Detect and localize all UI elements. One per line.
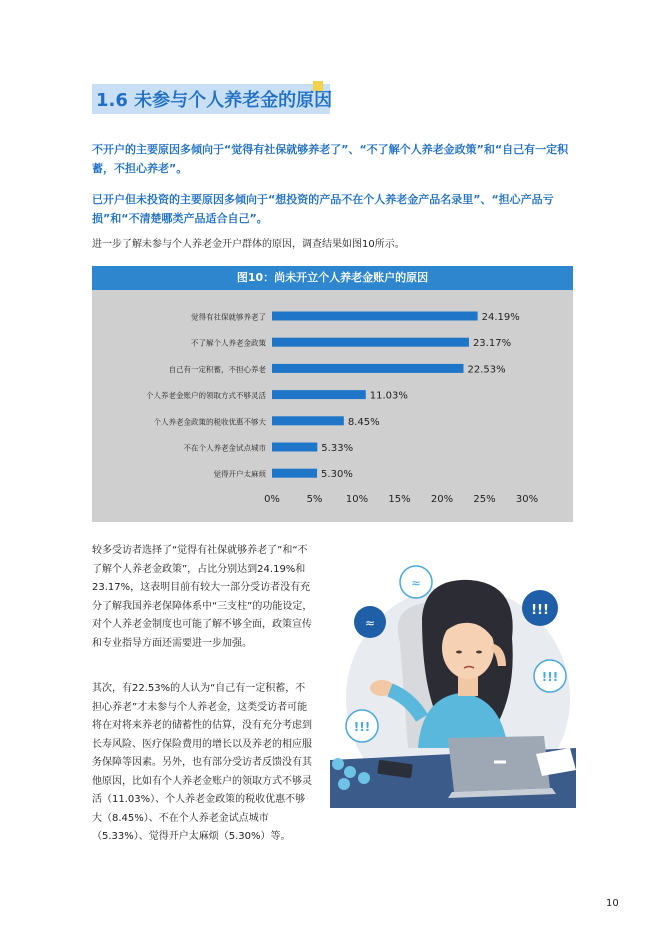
x-tick-label: 25% — [473, 494, 496, 505]
category-label: 不了解个人养老金政策 — [191, 338, 266, 348]
bar — [272, 390, 366, 399]
bar — [272, 443, 317, 452]
x-tick-label: 5% — [306, 494, 323, 505]
bar — [272, 364, 464, 373]
category-label: 觉得有社保就够养老了 — [191, 312, 266, 322]
category-label: 个人养老金政策的税收优惠不够大 — [153, 417, 266, 427]
bar — [272, 416, 344, 425]
x-tick-label: 20% — [430, 494, 454, 505]
bar-chart-canvas — [92, 290, 573, 522]
category-label: 个人养老金账户的领取方式不够灵活 — [146, 391, 266, 401]
category-label: 觉得开户太麻烦 — [213, 469, 266, 479]
value-label: 8.45% — [347, 416, 380, 428]
chart-title: 图10：尚未开立个人养老金账户的原因 — [92, 266, 573, 290]
value-label: 24.19% — [481, 312, 520, 323]
svg-text:≈: ≈ — [410, 576, 422, 590]
x-tick-label: 30% — [515, 494, 539, 505]
page-number: 10 — [606, 898, 619, 909]
paragraph-not-opened: 不开户的主要原因多倾向于“觉得有社保就够养老了”、“不了解个人养老金政策”和“自己有一定积蓄，不担心养老”。 — [92, 143, 569, 175]
value-label: 11.03% — [369, 390, 408, 402]
paragraph-intro-figure: 进一步了解未参与个人养老金开户群体的原因，调查结果如图10所示。 — [92, 239, 405, 250]
category-label: 自己有一定积蓄，不担心养老 — [168, 364, 266, 374]
bar — [272, 338, 469, 347]
paragraph-other-reasons: 其次，有22.53%的人认为“自己有一定积蓄，不担心养老”才未参与个人养老金，这类受访者可能将在对将来养老的储蓄性的估算，没有充分考虑到长寿风险、医疗保险费用的增长以及养老的相应服务保障等因素。另外，也有部分受访者反馈没有其他原因，比如有个人养老金账户的领取方式不够灵活（11.03%）、个人养老金政策的税收优惠不够大（8.45%）、不在个人养老金试点城市（5.33%）、觉得开户太麻烦（5.30%）等。 — [92, 683, 312, 842]
x-tick-label: 10% — [345, 494, 369, 505]
x-tick-label: 15% — [388, 494, 411, 505]
category-label: 不在个人养老金试点城市 — [183, 443, 266, 453]
svg-text:!!!: !!! — [531, 603, 549, 618]
value-label: 23.17% — [472, 338, 512, 350]
value-label: 5.33% — [321, 443, 354, 454]
worried-woman-illustration — [330, 548, 576, 808]
value-label: 22.53% — [467, 364, 506, 376]
bar — [272, 469, 317, 478]
paragraph-top-reasons: 较多受访者选择了“觉得有社保就够养老了”和“不了解个人养老金政策”，占比分别达到24.19%和23.17%，这表明目前有较大一部分受访者没有充分了解我国养老保障体系中“三支柱”的功能设定，对个人养老金制度也可能了解不够全面，政策宣传和专业指导方面还需要进一步加强。 — [92, 545, 313, 649]
svg-text:!!!: !!! — [353, 720, 371, 734]
paragraph-opened-not-invested: 已开户但未投资的主要原因多倾向于“想投资的产品不在个人养老金产品名录里”、“担心产品亏损”和“不清楚哪类产品适合自己”。 — [92, 193, 554, 225]
bar — [272, 312, 478, 321]
value-label: 5.30% — [321, 469, 353, 481]
svg-text:≈: ≈ — [364, 616, 376, 630]
figure-10-chart — [92, 266, 573, 522]
x-tick-label: 0% — [264, 494, 280, 505]
svg-text:!!!: !!! — [541, 670, 559, 684]
section-title: 1.6 未参与个人养老金的原因 — [96, 90, 333, 111]
